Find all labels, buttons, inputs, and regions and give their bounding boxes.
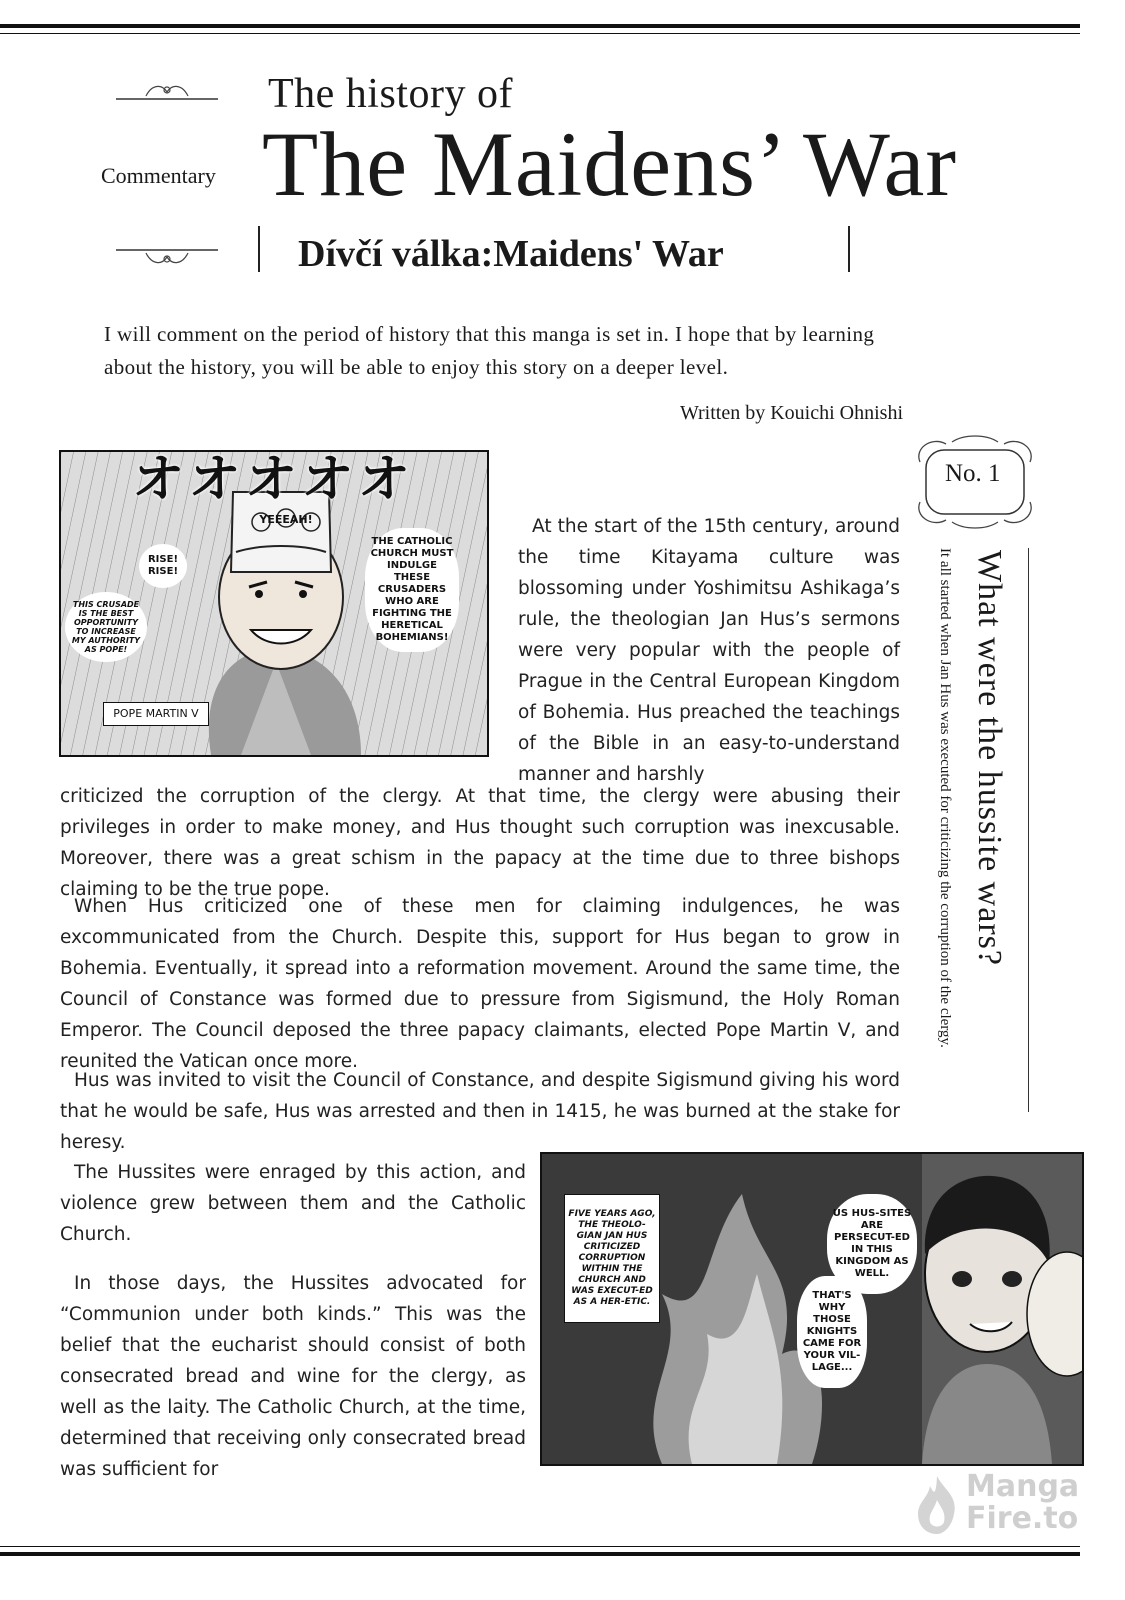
intro-text: I will comment on the period of history that this manga is set in. I hope that by learning about the history, you will be able to enjoy this story on a deeper level.	[104, 322, 875, 379]
yeah-text: YEEEAH!	[259, 513, 313, 526]
pope-caption: POPE MARTIN V	[103, 702, 209, 726]
sidebar-rule	[1028, 548, 1029, 1112]
ornament-top-left	[116, 78, 218, 108]
crusade-bubble: THIS CRUSADE IS THE BEST OPPORTUNITY TO INCREASE MY AUTHORITY AS POPE!	[65, 592, 147, 662]
paragraph-2: When Hus criticized one of these men for claiming indulgences, he was excommunicated from the Church. Despite this, support for Hus began to grow in Bohemia. Eventually, it spread into a reformation movement. Around the same time, the Council of Constance was formed due to pressure from Sigismund, the Holy Roman Emperor. The Council deposed the three papacy claimants, elected Pope Martin V, and reunited the Vatican once more.	[60, 896, 900, 1072]
paragraph-1-continued: criticized the corruption of the clergy. At that time, the clergy were abusing their privileges in order to make money, and Hus thought such corruption was inexcusable. Moreover, there was a great schism in the papacy at the time due to three bishops claiming to be the true pope.	[60, 786, 900, 900]
manga-panel-pope	[59, 450, 489, 757]
title-big: The Maidens’ War	[262, 113, 957, 215]
author-line: Written by Kouichi Ohnishi	[679, 402, 903, 424]
manga-panel-fire	[540, 1152, 1084, 1466]
sidebar-heading: What were the hussite wars?	[971, 550, 1008, 966]
watermark	[912, 1470, 1082, 1540]
subtitle: Dívčí válka:Maidens' War	[298, 233, 724, 275]
narration-box: FIVE YEARS AGO, THE THEOLO-GIAN JAN HUS CRITICIZED CORRUPTION WITHIN THE CHURCH AND WAS EXECUT-ED AS A HER-ETIC.	[564, 1194, 660, 1323]
church-bubble: THE CATHOLIC CHURCH MUST INDULGE THESE CRUSADERS WHO ARE FIGHTING THE HERETICAL BOHEMIANS!	[365, 528, 459, 652]
watermark-line1: Manga	[966, 1469, 1080, 1504]
badge-number: No. 1	[945, 460, 1001, 487]
paragraph-4: The Hussites were enraged by this action, and violence grew between them and the Catholic Church.	[60, 1162, 526, 1245]
title-small: The history of	[268, 71, 513, 117]
paragraph-3: Hus was invited to visit the Council of Constance, and despite Sigismund giving his word that he would be safe, Hus was arrested and then in 1415, he was burned at the stake for heresy.	[60, 1070, 900, 1153]
watermark-line2: Fire.to	[966, 1501, 1079, 1536]
sfx-text: オオオオオ	[132, 450, 416, 510]
subtitle-bar-right	[848, 226, 850, 272]
flame-logo-icon	[912, 1474, 962, 1536]
speech-bubble-knights: THAT'S WHY THOSE KNIGHTS CAME FOR YOUR VIL-LAGE...	[797, 1276, 867, 1388]
commentary-label: Commentary	[101, 163, 216, 188]
paragraph-1-top: At the start of the 15th century, around the time Kitayama culture was blossoming under Yoshimitsu Ashikaga’s rule, the theologian Jan Hus’s sermons were very popular with the people of Prague in the Central European Kingdom of Bohemia. Hus preached the teachings of the Bible in an easy-to-understand manner and harshly	[518, 516, 900, 785]
sidebar-subheading: It all started when Jan Hus was executed for criticizing the corruption of the clergy.	[937, 548, 953, 1048]
bottom-rule-thin	[0, 1546, 1080, 1547]
rise-bubble: RISE! RISE!	[139, 544, 187, 588]
paragraph-5: In those days, the Hussites advocated for “Communion under both kinds.” This was the belief that the eucharist should consist of both consecrated bread and wine for the clergy, as well as the laity. The Catholic Church, at the time, determined that receiving only consecrated bread was sufficient for	[60, 1273, 526, 1480]
ornament-bottom-left	[116, 242, 218, 272]
subtitle-bar-left	[258, 226, 260, 272]
speech-bubble-hussites: US HUS-SITES ARE PERSECUT-ED IN THIS KINGDOM AS WELL.	[827, 1194, 917, 1294]
bottom-rule-thick	[0, 1552, 1080, 1556]
top-rule-thick	[0, 24, 1080, 28]
top-rule-thin	[0, 33, 1080, 34]
